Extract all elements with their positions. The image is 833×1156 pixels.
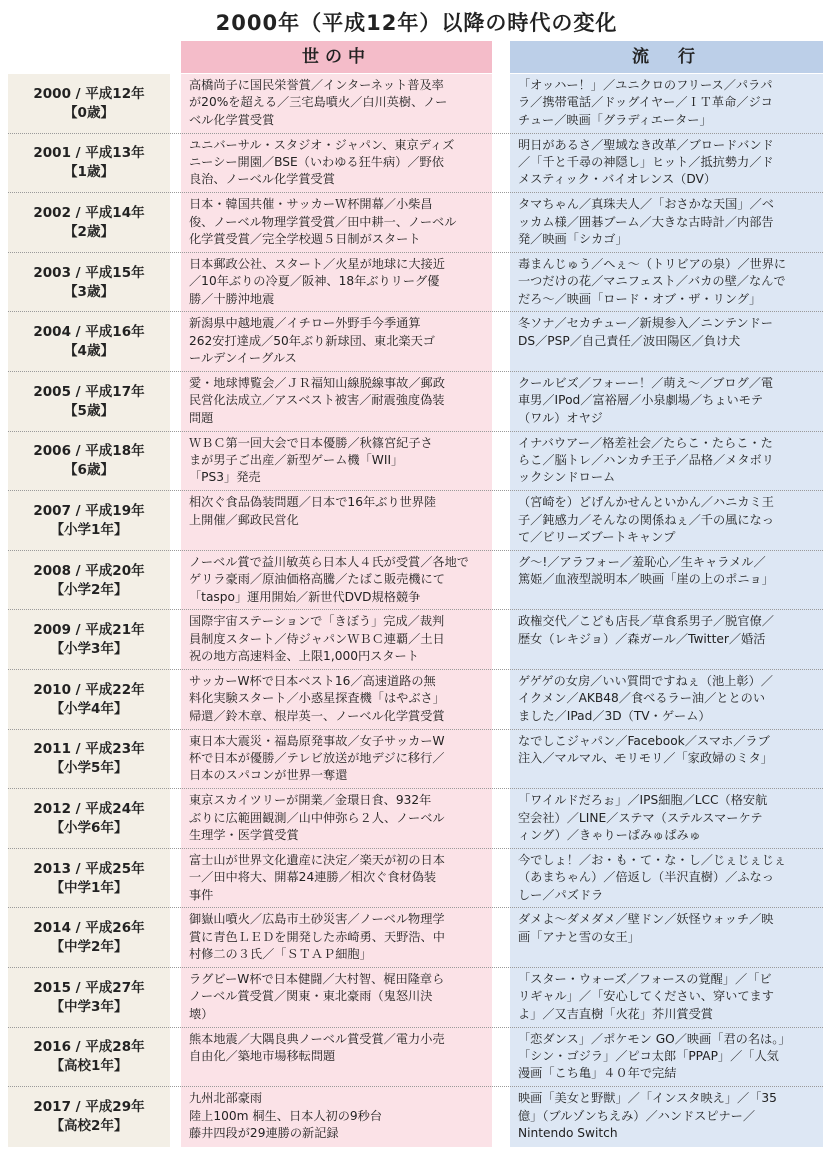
world-event-line: 新潟県中越地震／イチロー外野手今季通算 bbox=[189, 316, 421, 331]
world-event-line: 員制度スタート／侍ジャパンＷＢＣ連覇／土日 bbox=[189, 631, 445, 646]
world-events-cell bbox=[181, 134, 492, 194]
world-events-cell bbox=[181, 1087, 492, 1147]
table-row bbox=[8, 789, 823, 849]
trend-line: 篤姫／血液型説明本／映画「崖の上のポニョ」 bbox=[518, 572, 774, 587]
year-label: 2014 / 平成26年 bbox=[33, 920, 145, 937]
world-event-line: ゲリラ豪雨／原油価格高騰／たばこ販売機にて bbox=[189, 572, 445, 587]
age-label: 【小学2年】 bbox=[50, 581, 128, 598]
trend-line: DS／PSP／自己責任／波田陽区／負け犬 bbox=[518, 333, 741, 348]
year-cell bbox=[8, 968, 170, 1028]
world-event-line: ベル化学賞受賞 bbox=[189, 112, 275, 127]
world-event-line: 藤井四段が29連勝の新記録 bbox=[189, 1125, 339, 1140]
year-cell bbox=[8, 551, 170, 611]
table-row bbox=[8, 134, 823, 194]
age-label: 【小学6年】 bbox=[50, 819, 128, 836]
trend-line: 「ワイルドだろぉ」／IPS細胞／LCC（格安航 bbox=[518, 793, 768, 808]
world-event-line: 日本郵政公社、スタート／火星が地球に大接近 bbox=[189, 256, 445, 271]
age-label: 【5歳】 bbox=[64, 402, 114, 419]
year-cell bbox=[8, 1028, 170, 1088]
age-label: 【小学5年】 bbox=[50, 760, 128, 777]
world-event-line: 問題 bbox=[189, 410, 214, 425]
trend-cell bbox=[510, 670, 823, 730]
world-event-line: 一／田中将大、開幕24連勝／相次ぐ食材偽装 bbox=[189, 870, 437, 885]
table-row bbox=[8, 193, 823, 253]
trend-line: 映画「美女と野獣」／「インスタ映え」／「35 bbox=[518, 1091, 777, 1106]
trend-line: （ワル）オヤジ bbox=[518, 410, 603, 425]
age-label: 【小学1年】 bbox=[50, 521, 128, 538]
year-cell bbox=[8, 74, 170, 134]
table-row bbox=[8, 1028, 823, 1088]
world-events-cell bbox=[181, 551, 492, 611]
trend-cell bbox=[510, 1087, 823, 1147]
trend-line: イクメン／AKB48／食べるラー油／ととのい bbox=[518, 691, 766, 706]
world-event-line: 帰還／鈴木章、根岸英一、ノーベル化学賞受賞 bbox=[189, 708, 445, 723]
world-event-line: 生理学・医学賞受賞 bbox=[189, 827, 299, 842]
trend-cell bbox=[510, 372, 823, 432]
world-event-line: 愛・地球博覧会／ＪＲ福知山線脱線事故／郵政 bbox=[189, 375, 445, 390]
year-cell bbox=[8, 730, 170, 790]
world-event-line: 自由化／築地市場移転問題 bbox=[189, 1048, 336, 1063]
table-row bbox=[8, 312, 823, 372]
year-cell bbox=[8, 312, 170, 372]
world-event-line: 賞に青色ＬＥＤを開発した赤崎勇、天野浩、中 bbox=[189, 929, 445, 944]
world-event-line: ノーベル賞で益川敏英ら日本人４氏が受賞／各地で bbox=[189, 554, 469, 569]
trend-cell bbox=[510, 968, 823, 1028]
trend-line: ッカム様／囲碁ブーム／大きな古時計／内部告 bbox=[518, 214, 774, 229]
world-event-line: 事件 bbox=[189, 887, 214, 902]
page-title: 2000年（平成12年）以降の時代の変化 bbox=[215, 11, 618, 35]
trend-line: 明日があるさ／聖域なき改革／ブロードバンド bbox=[518, 137, 774, 152]
world-event-line: サッカーW杯で日本ベスト16／高速道路の無 bbox=[189, 673, 436, 688]
trend-line: よ」／又吉直樹「火花」芥川賞受賞 bbox=[518, 1006, 713, 1021]
age-label: 【中学1年】 bbox=[50, 879, 128, 896]
column-header-world: 世の中 bbox=[181, 41, 492, 73]
world-events-cell bbox=[181, 908, 492, 968]
table-row bbox=[8, 253, 823, 313]
trend-cell bbox=[510, 908, 823, 968]
year-cell bbox=[8, 670, 170, 730]
trend-cell bbox=[510, 193, 823, 253]
world-event-line: ぶりに広範囲観測／山中伸弥ら２人、ノーベル bbox=[189, 810, 445, 825]
trend-line: 空会社）／LINE／ステマ（ステルスマーケテ bbox=[518, 810, 763, 825]
table-row bbox=[8, 849, 823, 909]
world-event-line: 俊、ノーベル物理学賞受賞／田中耕一、ノーベル bbox=[189, 214, 457, 229]
world-event-line: 良治、ノーベル化学賞受賞 bbox=[189, 172, 335, 187]
table-row bbox=[8, 74, 823, 134]
table-row bbox=[8, 968, 823, 1028]
trend-line: ダメよ～ダメダメ／壁ドン／妖怪ウォッチ／映 bbox=[518, 912, 774, 927]
age-label: 【高校1年】 bbox=[50, 1058, 128, 1075]
world-events-cell bbox=[181, 610, 492, 670]
trend-line: らこ／脳トレ／ハンカチ王子／品格／メタボリ bbox=[518, 452, 774, 467]
trend-line: （あまちゃん）／倍返し（半沢直樹）／ふなっ bbox=[518, 870, 774, 885]
world-event-line: 化学賞受賞／完全学校週５日制がスタート bbox=[189, 232, 421, 246]
world-event-line: ノーベル賞受賞／関東・東北豪雨（鬼怒川決 bbox=[189, 989, 433, 1004]
age-label: 【4歳】 bbox=[64, 343, 114, 360]
trend-line: 漫画「こち亀」４０年で完結 bbox=[518, 1066, 677, 1081]
world-event-line: 東日本大震災・福島原発事故／女子サッカーW bbox=[189, 733, 445, 748]
world-events-cell bbox=[181, 312, 492, 372]
world-events-cell bbox=[181, 193, 492, 253]
world-events-cell bbox=[181, 789, 492, 849]
trend-line: 今でしょ！／お・も・て・な・し／じぇじぇじぇ bbox=[518, 852, 787, 867]
age-label: 【3歳】 bbox=[64, 283, 114, 300]
world-events-cell bbox=[181, 253, 492, 313]
table-row bbox=[8, 372, 823, 432]
age-label: 【0歳】 bbox=[64, 104, 114, 121]
year-label: 2012 / 平成24年 bbox=[33, 800, 145, 817]
year-label: 2003 / 平成15年 bbox=[33, 264, 145, 281]
trend-cell bbox=[510, 432, 823, 492]
year-cell bbox=[8, 849, 170, 909]
table-row bbox=[8, 908, 823, 968]
world-event-line: 「taspo」運用開始／新世代DVD規格競争 bbox=[189, 589, 421, 604]
year-cell bbox=[8, 789, 170, 849]
world-event-line: が20%を超える／三宅島噴火／白川英樹、ノー bbox=[189, 95, 448, 110]
world-event-line: 村修二の３氏／「ＳＴＡＰ細胞」 bbox=[189, 947, 372, 962]
trend-line: 億」（ブルゾンちえみ）／ハンドスピナー／ bbox=[518, 1108, 756, 1123]
world-events-cell bbox=[181, 491, 492, 551]
world-event-line: ／10年ぶりの冷夏／阪神、18年ぶりリーグ優 bbox=[189, 274, 440, 289]
trend-line: 政権交代／こども店長／草食系男子／脱官僚／ bbox=[518, 614, 774, 629]
trend-line: 「シン・ゴジラ」／ピコ太郎「PPAP」／「人気 bbox=[518, 1048, 779, 1063]
world-event-line: 日本・韓国共催・サッカーＷ杯開幕／小柴昌 bbox=[189, 197, 433, 212]
trend-line: 画「アナと雪の女王」 bbox=[518, 929, 640, 944]
year-label: 2001 / 平成13年 bbox=[33, 145, 145, 162]
trend-line: ゲゲゲの女房／いい質問ですねぇ（池上彰）／ bbox=[518, 673, 773, 688]
table-row bbox=[8, 730, 823, 790]
table-row bbox=[8, 1087, 823, 1147]
trend-cell bbox=[510, 551, 823, 611]
trend-cell bbox=[510, 610, 823, 670]
world-event-line: 杯で日本が優勝／テレビ放送が地デジに移行／ bbox=[189, 750, 445, 765]
trend-line: Nintendo Switch bbox=[518, 1125, 618, 1140]
world-events-cell bbox=[181, 670, 492, 730]
age-label: 【中学2年】 bbox=[50, 939, 128, 956]
age-label: 【1歳】 bbox=[64, 164, 114, 181]
world-event-line: ＷＢＣ第一回大会で日本優勝／秋篠宮紀子さ bbox=[189, 435, 433, 450]
age-label: 【小学4年】 bbox=[50, 700, 128, 717]
trend-line: 注入／マルマル、モリモリ／「家政婦のミタ」 bbox=[518, 750, 773, 765]
table-row bbox=[8, 491, 823, 551]
world-event-line: まが男子ご出産／新型ゲーム機「WII」 bbox=[189, 452, 404, 467]
year-label: 2011 / 平成23年 bbox=[33, 741, 145, 758]
world-event-line: ラグビーW杯で日本健闘／大村智、梶田隆章ら bbox=[189, 971, 445, 986]
year-label: 2007 / 平成19年 bbox=[33, 502, 145, 519]
trend-cell bbox=[510, 491, 823, 551]
trend-line: 車男／IPod／富裕層／小泉劇場／ちょいモテ bbox=[518, 393, 764, 408]
trend-line: 「恋ダンス」／ポケモン GO／映画「君の名は。」 bbox=[518, 1031, 791, 1046]
table-row bbox=[8, 670, 823, 730]
year-cell bbox=[8, 193, 170, 253]
world-event-line: 陸上100m 桐生、日本人初の9秒台 bbox=[189, 1108, 383, 1123]
world-event-line: 九州北部豪雨 bbox=[189, 1091, 263, 1106]
trend-line: 発／映画「シカゴ」 bbox=[518, 232, 628, 246]
year-label: 2010 / 平成22年 bbox=[33, 681, 145, 698]
world-event-line: 上開催／郵政民営化 bbox=[189, 512, 299, 527]
trend-line: しー／パズドラ bbox=[518, 887, 604, 902]
year-label: 2000 / 平成12年 bbox=[33, 85, 145, 102]
trend-line: ました／IPad／3D（TV・ゲーム） bbox=[518, 708, 711, 723]
trend-cell bbox=[510, 253, 823, 313]
trend-line: 冬ソナ／セカチュー／新規参入／ニンテンドー bbox=[518, 316, 773, 331]
table-row bbox=[8, 551, 823, 611]
trend-line: リギャル」／「安心してください、穿いてます bbox=[518, 989, 774, 1004]
trend-line: ／「千と千尋の神隠し」ヒット／抵抗勢力／ド bbox=[518, 155, 774, 169]
trend-line: 「オッハー！」／ユニクロのフリース／パラパ bbox=[518, 78, 773, 92]
world-event-line: 壊） bbox=[189, 1006, 214, 1021]
world-event-line: 富士山が世界文化遺産に決定／楽天が初の日本 bbox=[189, 852, 445, 867]
year-label: 2009 / 平成21年 bbox=[33, 622, 145, 639]
table-row bbox=[8, 610, 823, 670]
trend-cell bbox=[510, 134, 823, 194]
world-event-line: 国際宇宙ステーションで「きぼう」完成／裁判 bbox=[189, 614, 445, 629]
trend-line: イナバウアー／格差社会／たらこ・たらこ・た bbox=[518, 435, 773, 450]
year-cell bbox=[8, 610, 170, 670]
world-events-cell bbox=[181, 968, 492, 1028]
table-row bbox=[8, 432, 823, 492]
year-label: 2017 / 平成29年 bbox=[33, 1098, 145, 1115]
trend-line: ラ／携帯電話／ドッグイヤー／ＩＴ革命／ジコ bbox=[518, 95, 773, 110]
year-label: 2013 / 平成25年 bbox=[33, 860, 145, 877]
world-event-line: ユニバーサル・スタジオ・ジャパン、東京ディズ bbox=[189, 137, 455, 152]
trend-line: だろ～／映画「ロード・オブ・ザ・リング」 bbox=[518, 291, 762, 306]
world-event-line: 民営化法成立／アスベスト被害／耐震強度偽装 bbox=[189, 393, 445, 408]
world-events-cell bbox=[181, 74, 492, 134]
trend-line: 毒まんじゅう／へぇ～（トリビアの泉）／世界に bbox=[518, 256, 787, 271]
trend-line: ックシンドローム bbox=[518, 470, 616, 485]
year-cell bbox=[8, 134, 170, 194]
world-event-line: 祝の地方高速料金、上限1,000円スタート bbox=[189, 649, 419, 664]
world-event-line: 勝／十勝沖地震 bbox=[189, 291, 275, 306]
world-event-line: 御嶽山噴火／広島市土砂災害／ノーベル物理学 bbox=[189, 912, 445, 927]
year-cell bbox=[8, 432, 170, 492]
world-event-line: 熊本地震／大隅良典ノーベル賞受賞／電力小売 bbox=[189, 1031, 445, 1046]
trend-line: タマちゃん／真珠夫人／「おさかな天国」／ベ bbox=[518, 197, 774, 212]
world-event-line: 日本のスパコンが世界一奪還 bbox=[189, 768, 348, 783]
world-events-cell bbox=[181, 432, 492, 492]
column-header-trend: 流 行 bbox=[510, 41, 823, 73]
world-event-line: 「PS3」発売 bbox=[189, 470, 261, 485]
timeline-table bbox=[8, 74, 823, 1147]
trend-line: ィング）／きゃりーぱみゅぱみゅ bbox=[518, 827, 701, 842]
year-label: 2008 / 平成20年 bbox=[33, 562, 145, 579]
trend-line: チュー／映画「グラディエーター」 bbox=[518, 112, 712, 127]
trend-cell bbox=[510, 74, 823, 134]
year-cell bbox=[8, 253, 170, 313]
trend-cell bbox=[510, 789, 823, 849]
trend-line: グ～!／アラフォー／羞恥心／生キャラメル／ bbox=[518, 554, 766, 569]
trend-line: 子／鈍感力／そんなの関係ねぇ／千の風になっ bbox=[518, 512, 774, 527]
age-label: 【高校2年】 bbox=[50, 1117, 128, 1134]
world-event-line: 料化実験スタート／小惑星探査機「はやぶさ」 bbox=[189, 691, 445, 706]
world-event-line: 262安打達成／50年ぶり新球団、東北楽天ゴ bbox=[189, 333, 435, 348]
world-event-line: 相次ぐ食品偽装問題／日本で16年ぶり世界陸 bbox=[189, 495, 437, 510]
year-label: 2002 / 平成14年 bbox=[33, 204, 145, 221]
world-events-cell bbox=[181, 1028, 492, 1088]
world-events-cell bbox=[181, 730, 492, 790]
trend-cell bbox=[510, 312, 823, 372]
trend-cell bbox=[510, 730, 823, 790]
year-cell bbox=[8, 1087, 170, 1147]
trend-line: 歴女（レキジョ）／森ガール／Twitter／婚活 bbox=[518, 631, 766, 646]
trend-line: なでしこジャパン／Facebook／スマホ／ラブ bbox=[518, 733, 770, 748]
trend-line: 一つだけの花／マニフェスト／バカの壁／なんで bbox=[518, 274, 786, 289]
year-label: 2004 / 平成16年 bbox=[33, 324, 145, 341]
trend-line: クールビズ／フォーー！／萌え～／ブログ／電 bbox=[518, 375, 774, 390]
trend-line: て／ビリーズブートキャンプ bbox=[518, 529, 676, 544]
age-label: 【6歳】 bbox=[64, 462, 114, 479]
year-label: 2006 / 平成18年 bbox=[33, 443, 145, 460]
world-event-line: ールデンイーグルス bbox=[189, 351, 297, 366]
age-label: 【小学3年】 bbox=[50, 641, 128, 658]
trend-line: （宮崎を）どげんかせんといかん／ハニカミ王 bbox=[518, 495, 774, 510]
trend-cell bbox=[510, 1028, 823, 1088]
world-events-cell bbox=[181, 849, 492, 909]
trend-cell bbox=[510, 849, 823, 909]
year-cell bbox=[8, 491, 170, 551]
trend-line: メスティック・バイオレンス（DV） bbox=[518, 172, 717, 187]
year-label: 2015 / 平成27年 bbox=[33, 979, 145, 996]
age-label: 【中学3年】 bbox=[50, 998, 128, 1015]
world-event-line: 東京スカイツリーが開業／金環日食、932年 bbox=[189, 793, 432, 808]
year-label: 2005 / 平成17年 bbox=[33, 383, 145, 400]
world-event-line: ニーシー開園／BSE（いわゆる狂牛病）／野依 bbox=[189, 155, 444, 169]
age-label: 【2歳】 bbox=[64, 223, 114, 240]
year-label: 2016 / 平成28年 bbox=[33, 1039, 145, 1056]
year-cell bbox=[8, 908, 170, 968]
trend-line: 「スター・ウォーズ／フォースの覚醒」／「ビ bbox=[518, 971, 772, 986]
world-event-line: 高橋尚子に国民栄誉賞／インターネット普及率 bbox=[189, 78, 444, 92]
world-events-cell bbox=[181, 372, 492, 432]
year-cell bbox=[8, 372, 170, 432]
